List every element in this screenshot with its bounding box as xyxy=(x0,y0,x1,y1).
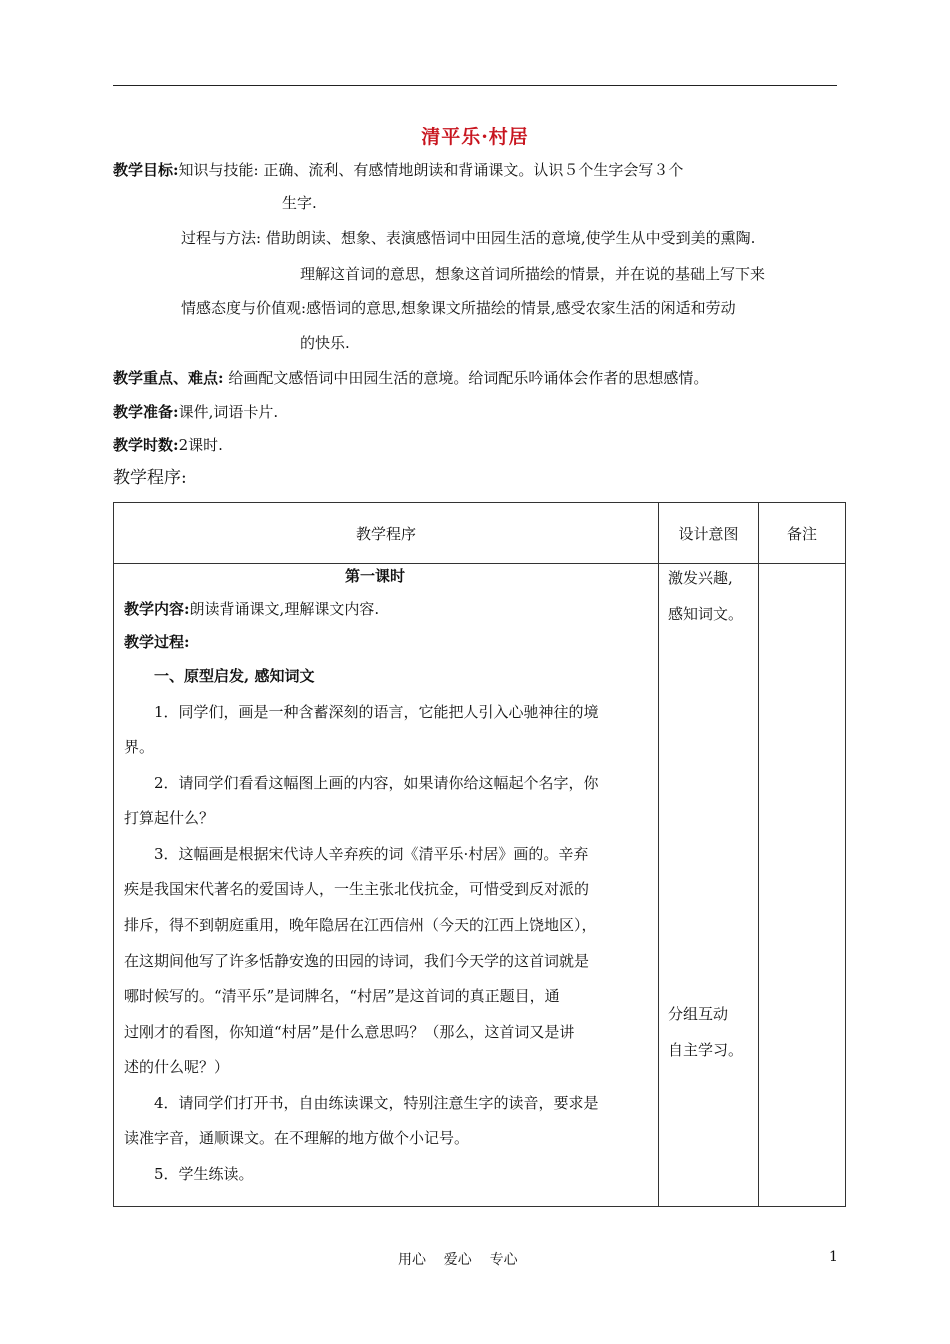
header-intent: 设计意图 xyxy=(659,503,759,564)
knowledge-label: 知识与技能: xyxy=(178,161,259,179)
lesson-title: 第一课时 xyxy=(345,567,406,585)
body-line: 哪时候写的。“清平乐”是词牌名，“村居”是这首词的真正题目，通 xyxy=(124,987,560,1005)
objectives-label: 教学目标: xyxy=(113,161,179,179)
page-number: 1 xyxy=(829,1249,838,1265)
prep-colon: : xyxy=(173,403,179,421)
process-line xyxy=(181,228,755,248)
emotion-text: 感悟词的意思,想象课文所描绘的情景,感受农家生活的闲适和劳动 xyxy=(306,299,736,317)
procedure-table xyxy=(113,502,846,1207)
body-line: 界。 xyxy=(124,738,155,756)
knowledge-text: 正确、流利、有感情地朗读和背诵课文。认识５个生字会写３个 xyxy=(263,161,684,179)
procedure-heading: 教学程序: xyxy=(113,468,187,488)
intent-line: 激发兴趣, xyxy=(668,569,733,587)
body-line: 1．同学们，画是一种含蓄深刻的语言，它能把人引入心驰神往的境 xyxy=(154,703,599,721)
procedure-cell xyxy=(114,564,659,1207)
knowledge-cont: 生字. xyxy=(282,194,317,212)
header-rule xyxy=(113,85,837,86)
key-points-colon: : xyxy=(218,369,224,387)
header-procedure: 教学程序 xyxy=(114,503,659,564)
process-text: 借助朗读、想象、表演感悟词中田园生活的意境,使学生从中受到美的熏陶. xyxy=(265,229,756,247)
body-line: 过刚才的看图，你知道“村居”是什么意思吗？（那么，这首词又是讲 xyxy=(124,1023,575,1041)
body-line: 排斥，得不到朝庭重用，晚年隐居在江西信州（今天的江西上饶地区）， xyxy=(124,916,597,934)
intent-line: 自主学习。 xyxy=(668,1041,744,1059)
intent-line: 分组互动 xyxy=(668,1005,729,1023)
prep-line xyxy=(113,402,278,422)
emotion-line xyxy=(181,298,736,318)
process-label: 过程与方法: xyxy=(181,229,262,247)
body-line: 5．学生练读。 xyxy=(154,1165,254,1183)
body-line: 述的什么呢？） xyxy=(124,1058,230,1076)
hours-colon: : xyxy=(173,436,179,454)
header-notes: 备注 xyxy=(759,503,846,564)
body-line: 读准字音，通顺课文。在不理解的地方做个小记号。 xyxy=(124,1129,470,1147)
objectives-line xyxy=(113,160,683,180)
section-title: 一、原型启发, 感知词文 xyxy=(154,667,315,685)
body-line: 3．这幅画是根据宋代诗人辛弃疾的词《清平乐·村居》画的。辛弃 xyxy=(154,845,589,863)
body-line: 2．请同学们看看这幅图上画的内容，如果请你给这幅起个名字，你 xyxy=(154,774,599,792)
hours-label: 教学时数 xyxy=(113,436,174,454)
hours-line xyxy=(113,435,223,455)
prep-label: 教学准备 xyxy=(113,403,174,421)
body-line: 打算起什么？ xyxy=(124,809,215,827)
emotion-cont: 的快乐. xyxy=(300,334,350,352)
body-line: 4．请同学们打开书，自由练读课文，特别注意生字的读音，要求是 xyxy=(154,1094,599,1112)
footer-motto: 用心 爱心 专心 xyxy=(398,1252,518,1268)
table-header-row xyxy=(114,503,846,564)
intent-line: 感知词文。 xyxy=(668,605,744,623)
process-label: 教学过程: xyxy=(124,633,190,651)
document-title: 清平乐·村居 xyxy=(421,126,529,148)
body-line: 疾是我国宋代著名的爱国诗人，一生主张北伐抗金，可惜受到反对派的 xyxy=(124,880,590,898)
key-points-line xyxy=(113,368,708,388)
key-points-text: 给画配文感悟词中田园生活的意境。给词配乐吟诵体会作者的思想感情。 xyxy=(228,369,709,387)
emotion-label: 情感态度与价值观: xyxy=(181,299,307,317)
key-points-label: 教学重点、难点 xyxy=(113,369,219,387)
table-row xyxy=(114,564,846,1207)
content-text: 朗读背诵课文,理解课文内容. xyxy=(189,600,380,618)
hours-text: 2课时. xyxy=(178,436,223,454)
prep-text: 课件,词语卡片. xyxy=(178,403,279,421)
notes-cell xyxy=(759,564,846,1207)
process-cont: 理解这首词的意思，想象这首词所描绘的情景，并在说的基础上写下来 xyxy=(300,265,766,283)
intent-cell xyxy=(659,564,759,1207)
body-line: 在这期间他写了许多恬静安逸的田园的诗词，我们今天学的这首词就是 xyxy=(124,952,590,970)
content-label: 教学内容: xyxy=(124,600,190,618)
content-line xyxy=(124,599,379,619)
